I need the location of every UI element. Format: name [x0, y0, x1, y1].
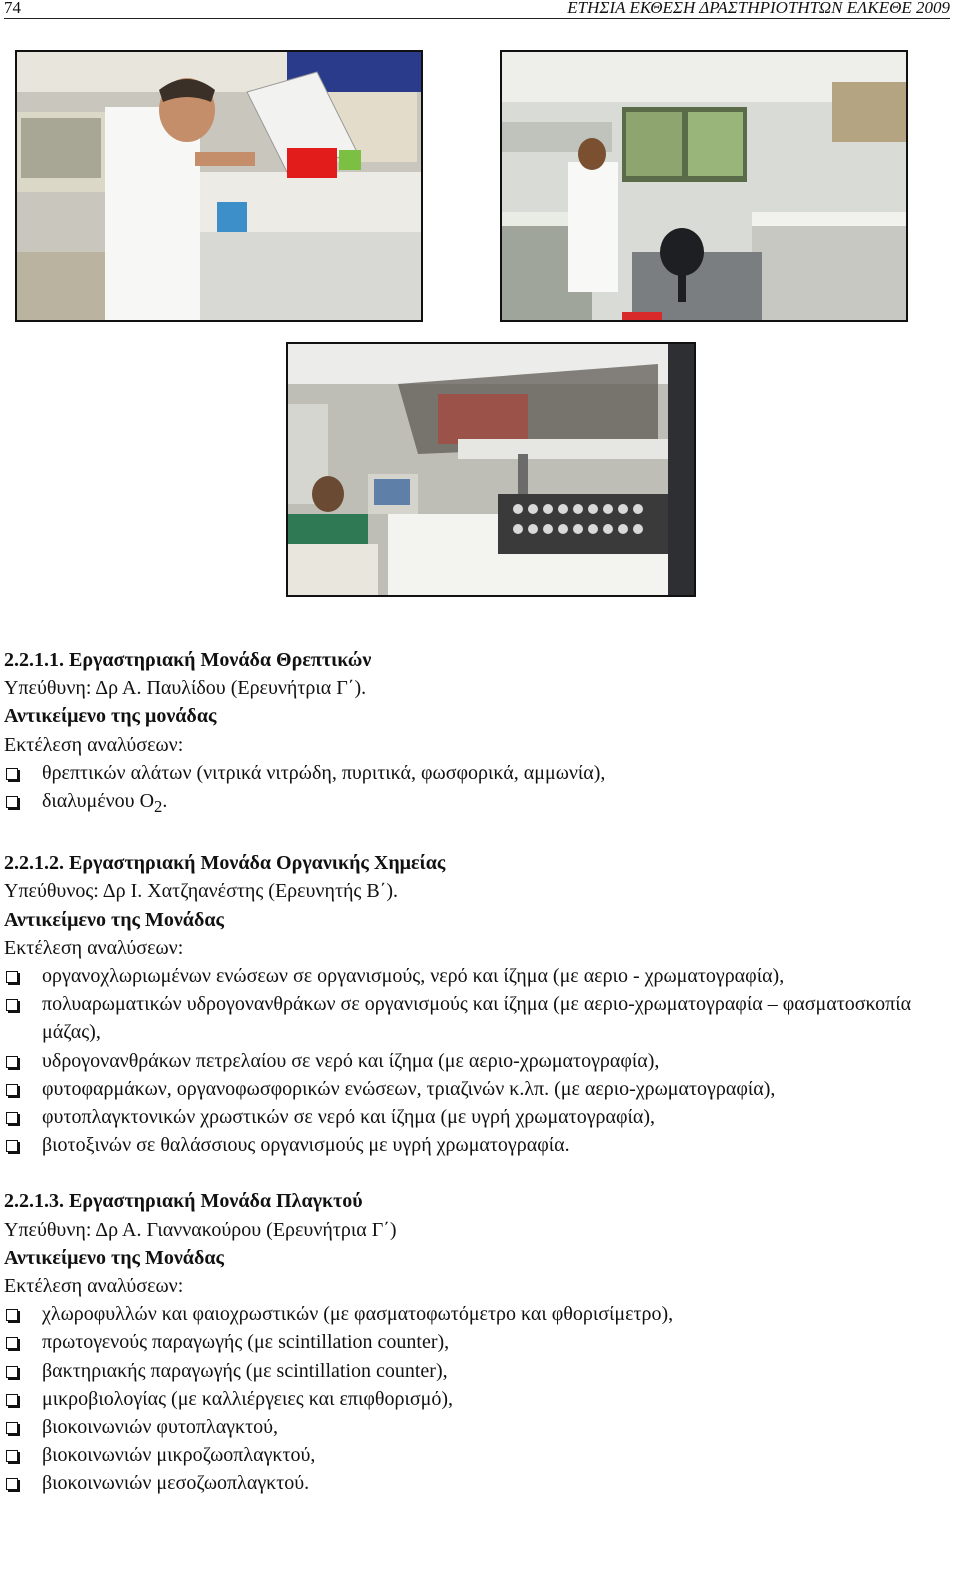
section-title: 2.2.1.3. Εργαστηριακή Μονάδα Πλαγκτού	[4, 1190, 363, 1213]
analyses-list	[4, 962, 944, 1159]
list-item: μικροβιολογίας (με καλλιέργειες και επιφθορισμό),	[4, 1385, 944, 1413]
section-title: 2.2.1.1. Εργαστηριακή Μονάδα Θρεπτικών	[4, 649, 372, 671]
checkbox-bullet-icon	[6, 768, 18, 780]
autosampler-instrument-photo	[286, 342, 696, 597]
checkbox-bullet-icon	[6, 1394, 18, 1406]
checkbox-bullet-icon	[6, 1140, 18, 1152]
checkbox-bullet-icon	[6, 1337, 18, 1349]
list-item: βιοτοξινών σε θαλάσσιους οργανισμούς με υγρή χρωματογραφία.	[4, 1131, 944, 1159]
checkbox-bullet-icon	[6, 999, 18, 1011]
list-item: βιοκοινωνιών φυτοπλαγκτού,	[4, 1413, 944, 1441]
responsible-person: Υπεύθυνη: Δρ Α. Γιαννακούρου (Ερευνήτρια Γ΄)	[4, 1218, 397, 1241]
page-header	[4, 0, 950, 19]
checkbox-bullet-icon	[6, 796, 18, 808]
analyses-list	[4, 1300, 944, 1497]
checkbox-bullet-icon	[6, 1422, 18, 1434]
checkbox-bullet-icon	[6, 1309, 18, 1321]
checkbox-bullet-icon	[6, 1450, 18, 1462]
list-item: βακτηριακής παραγωγής (με scintillation counter),	[4, 1357, 944, 1385]
document-body	[4, 646, 944, 1498]
analyses-list	[4, 759, 944, 821]
list-item: πρωτογενούς παραγωγής (με scintillation counter),	[4, 1328, 944, 1356]
section-plankton	[4, 1187, 944, 1497]
subscript: 2	[154, 797, 163, 817]
analyses-label: Εκτέλεση αναλύσεων:	[4, 936, 184, 959]
checkbox-bullet-icon	[6, 1112, 18, 1124]
list-item: οργανοχλωριωμένων ενώσεων σε οργανισμούς, νερό και ίζημα (με αεριο - χρωματογραφία),	[4, 962, 944, 990]
list-item: βιοκοινωνιών μικροζωοπλαγκτού,	[4, 1441, 944, 1469]
analyses-label: Εκτέλεση αναλύσεων:	[4, 733, 184, 756]
checkbox-bullet-icon	[6, 971, 18, 983]
list-item: φυτοπλαγκτονικών χρωστικών σε νερό και ίζημα (με υγρή χρωματογραφία),	[4, 1103, 944, 1131]
list-item: υδρογονανθράκων πετρελαίου σε νερό και ίζημα (με αεριο-χρωματογραφία),	[4, 1047, 944, 1075]
checkbox-bullet-icon	[6, 1056, 18, 1068]
lab-scientist-analyzer-photo	[15, 50, 423, 322]
list-item: πολυαρωματικών υδρογονανθράκων σε οργανισμούς και ίζημα (με αεριο-χρωματογραφία – φασματοσκοπία μάζας),	[4, 990, 944, 1046]
section-nutrients	[4, 646, 944, 821]
objective-title: Αντικείμενο της Μονάδας	[4, 1246, 224, 1269]
section-title: 2.2.1.2. Εργαστηριακή Μονάδα Οργανικής Χημείας	[4, 852, 446, 875]
objective-title: Αντικείμενο της μονάδας	[4, 705, 217, 728]
list-item: χλωροφυλλών και φαιοχρωστικών (με φασματοφωτόμετρο και φθορισίμετρο),	[4, 1300, 944, 1328]
responsible-person: Υπεύθυνη: Δρ Α. Παυλίδου (Ερευνήτρια Γ΄).	[4, 677, 367, 700]
lab-room-technician-photo	[500, 50, 908, 322]
checkbox-bullet-icon	[6, 1084, 18, 1096]
analyses-label: Εκτέλεση αναλύσεων:	[4, 1275, 184, 1298]
list-item: διαλυμένου $O_2$.	[4, 787, 944, 821]
page-number: 74	[4, 0, 21, 17]
running-title: ΕΤΗΣΙΑ ΕΚΘΕΣΗ ΔΡΑΣΤΗΡΙΟΤΗΤΩΝ ΕΛΚΕΘΕ 2009	[567, 0, 950, 17]
list-item: βιοκοινωνιών μεσοζωοπλαγκτού.	[4, 1469, 944, 1497]
objective-title: Αντικείμενο της Μονάδας	[4, 908, 224, 931]
section-organic-chemistry	[4, 849, 944, 1159]
list-item: θρεπτικών αλάτων (νιτρικά νιτρώδη, πυριτικά, φωσφορικά, αμμωνία),	[4, 759, 944, 787]
checkbox-bullet-icon	[6, 1478, 18, 1490]
responsible-person: Υπεύθυνος: Δρ Ι. Χατζηανέστης (Ερευνητής Β΄).	[4, 880, 399, 903]
list-item: φυτοφαρμάκων, οργανοφωσφορικών ενώσεων, τριαζινών κ.λπ. (με αεριο-χρωματογραφία),	[4, 1075, 944, 1103]
checkbox-bullet-icon	[6, 1366, 18, 1378]
